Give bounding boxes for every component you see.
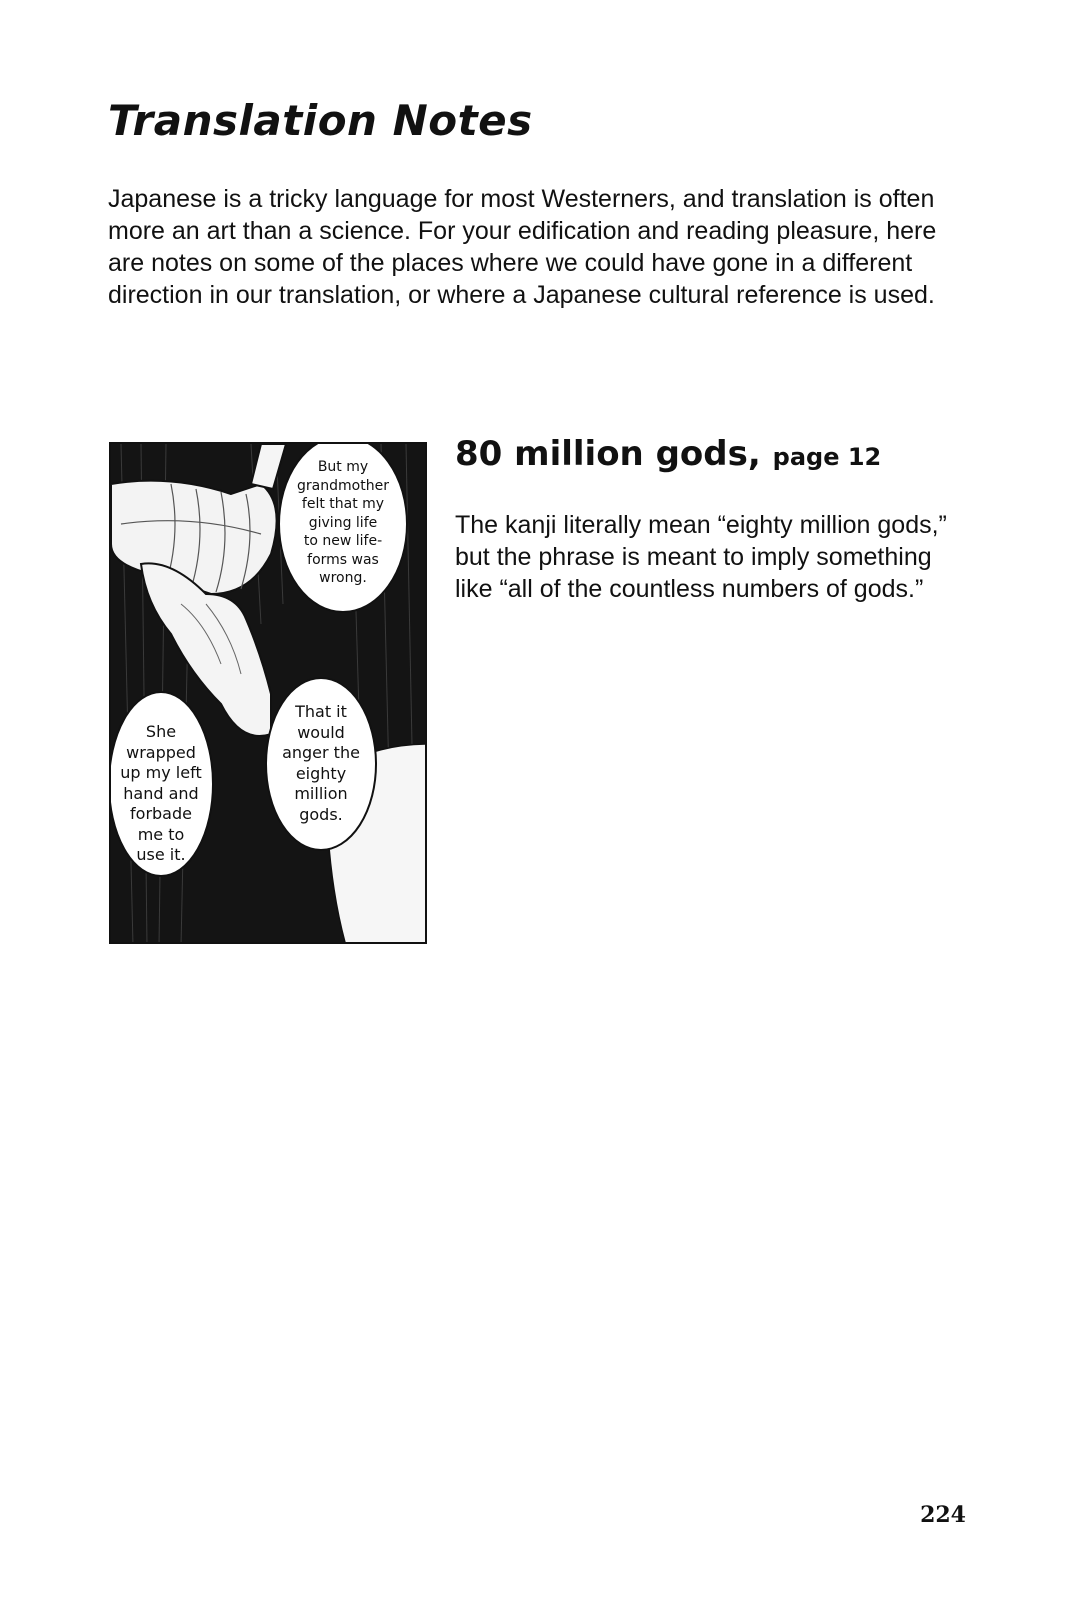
speech-bubble-grandmother: But my grandmother felt that my giving life to new life- forms was wrong.: [297, 459, 389, 586]
page-title: Translation Notes: [108, 96, 533, 145]
note-body: The kanji literally mean “eighty million gods,” but the phrase is meant to imply something like “all of the countless numbers of gods.”: [455, 511, 947, 603]
note-heading: [455, 434, 881, 475]
speech-bubble-wrapped-hand: She wrapped up my left hand and forbade me to use it.: [120, 722, 202, 864]
intro-paragraph: Japanese is a tricky language for most Westerners, and translation is often more an art than a science. For your edification and reading pleasure, here are notes on some of the places where we could have gone in a different direction in our translation, or where a Japanese cultural reference is used.: [108, 185, 937, 309]
page-number: 224: [920, 1502, 966, 1528]
note-heading-term: 80 million gods,: [455, 434, 761, 474]
manga-panel: [109, 442, 427, 944]
note-page-reference: page 12: [772, 443, 882, 471]
speech-bubble-anger: That it would anger the eighty million gods.: [282, 702, 360, 824]
